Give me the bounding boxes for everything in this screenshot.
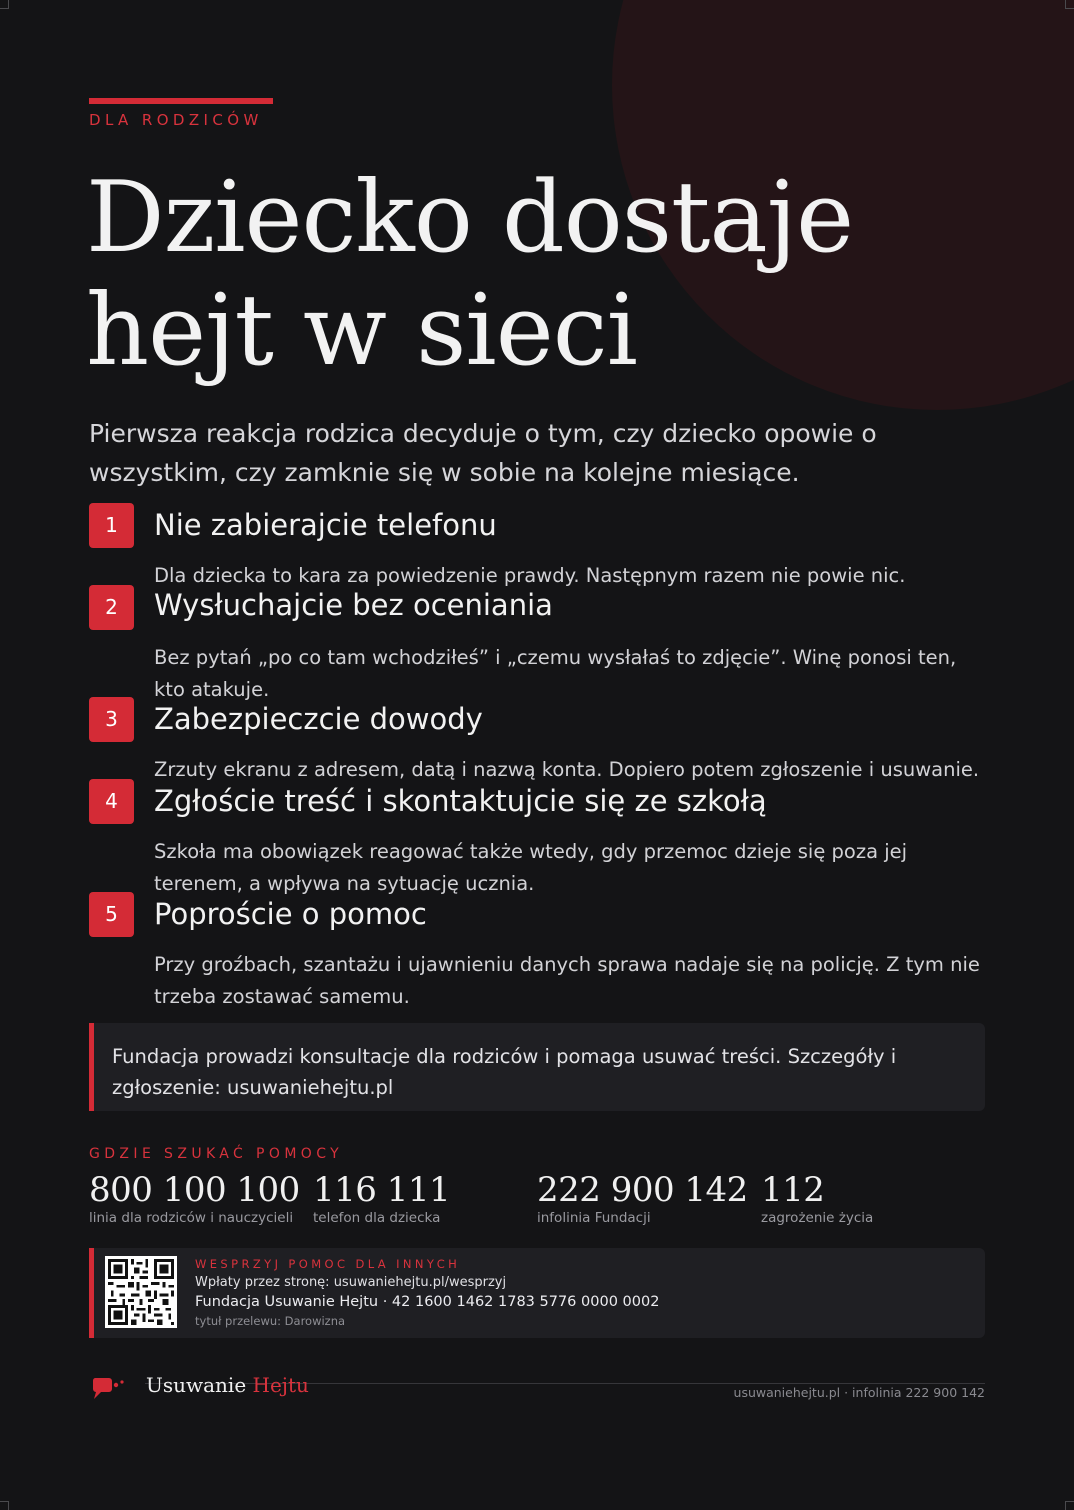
hotline-label: linia dla rodziców i nauczycieli [89, 1210, 294, 1226]
donate-box [89, 1248, 985, 1338]
notice-box [89, 1023, 985, 1111]
hotline-child [313, 1170, 450, 1226]
speech-bubble-logo-icon [91, 1375, 127, 1403]
hotline-number: 222 900 142 [537, 1170, 748, 1210]
page-title [86, 162, 853, 388]
step-title: Zabezpieczcie dowody [154, 702, 483, 736]
donate-title: WESPRZYJ POMOC DLA INNYCH [195, 1257, 461, 1271]
notice-text: Fundacja prowadzi konsultacje dla rodziców i pomaga usuwać treści. Szczegóły i zgłoszenie: usuwaniehejtu.pl [112, 1045, 897, 1099]
hotline-label: telefon dla dziecka [313, 1210, 441, 1226]
step-number: 3 [89, 697, 134, 742]
step-title: Zgłoście treść i skontaktujcie się ze szkołą [154, 784, 767, 818]
crop-mark [0, 0, 9, 9]
step-description: Zrzuty ekranu z adresem, datą i nazwą konta. Dopiero potem zgłoszenie i usuwanie. [154, 758, 980, 781]
donate-account-line: Fundacja Usuwanie Hejtu · 42 1600 1462 1783 5776 0000 0002 [195, 1294, 660, 1310]
hotline-number: 112 [761, 1170, 825, 1210]
donate-website-line: Wpłaty przez stronę: usuwaniehejtu.pl/wesprzyj [195, 1275, 507, 1290]
step-description: Przy groźbach, szantażu i ujawnieniu danych sprawa nadaje się na policję. Z tym nie trzeba zostawać samemu. [154, 953, 980, 1008]
step-title: Nie zabierajcie telefonu [154, 508, 497, 542]
step-title: Poproście o pomoc [154, 897, 427, 931]
lead-paragraph: Pierwsza reakcja rodzica decyduje o tym, czy dziecko opowie o wszystkim, czy zamknie się w sobie na kolejne miesiące. [89, 419, 877, 487]
step-number: 4 [89, 779, 134, 824]
crop-mark [1065, 1501, 1074, 1510]
title-line-2: hejt w sieci [86, 274, 637, 388]
hotline-label: zagrożenie życia [761, 1210, 874, 1226]
hotline-parents [89, 1170, 300, 1226]
footer-contact: usuwaniehejtu.pl · infolinia 222 900 142 [733, 1385, 985, 1400]
step-title: Wysłuchajcie bez oceniania [154, 588, 553, 622]
donate-transfer-title: tytuł przelewu: Darowizna [195, 1314, 346, 1328]
step-description: Dla dziecka to kara za powiedzenie prawdy. Następnym razem nie powie nic. [154, 564, 906, 587]
step-description: Szkoła ma obowiązek reagować także wtedy, gdy przemoc dzieje się poza jej terenem, a wpływa na sytuację ucznia. [154, 840, 908, 895]
step-description: Bez pytań „po co tam wchodziłeś” i „czemu wysłałaś to zdjęcie”. Winę ponosi ten, kto atakuje. [154, 646, 957, 701]
hotline-number: 800 100 100 [89, 1170, 300, 1210]
help-section-label: GDZIE SZUKAĆ POMOCY [89, 1146, 344, 1162]
eyebrow-accent-bar [89, 98, 273, 104]
logo-main-text: Usuwanie [146, 1373, 247, 1397]
title-line-1: Dziecko dostaje [86, 161, 854, 275]
step-number: 5 [89, 892, 134, 937]
qr-code[interactable] [105, 1256, 177, 1328]
hotline-emergency [761, 1170, 873, 1226]
eyebrow-label: DLA RODZICÓW [89, 111, 263, 129]
crop-mark [0, 1501, 9, 1510]
hotline-label: infolinia Fundacji [537, 1210, 651, 1226]
logo-accent-text: Hejtu [252, 1373, 309, 1397]
step-number: 2 [89, 585, 134, 630]
hotline-foundation [537, 1170, 748, 1226]
step-number: 1 [89, 503, 134, 548]
logo-wordmark [146, 1373, 309, 1397]
hotline-number: 116 111 [313, 1170, 451, 1210]
crop-mark [1065, 0, 1074, 9]
